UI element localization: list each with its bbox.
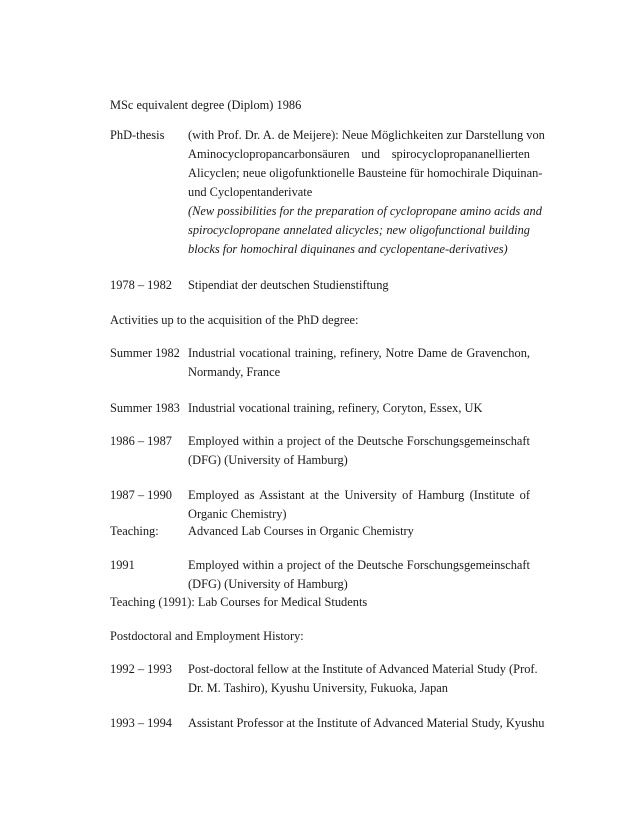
phd-thesis-line: Alicyclen; neue oligofunktionelle Bausteine für homochirale Diquinan- [188,166,543,180]
msc-degree: MSc equivalent degree (Diplom) 1986 [110,98,302,112]
phd-translation-line: spirocyclopropane annelated alicycles; new oligofunctional building [188,223,530,237]
dfg-1986-line: Employed within a project of the Deutsche Forschungsgemeinschaft [188,434,530,448]
dfg-1991-line: Employed within a project of the Deutsche Forschungsgemeinschaft [188,558,530,572]
assistprof-1993-label: 1993 – 1994 [110,716,172,730]
dfg-1986-entry [110,432,530,470]
postdoc-1992-line: Post-doctoral fellow at the Institute of Advanced Material Study (Prof. [188,662,538,676]
phd-thesis-body [188,126,545,259]
assistant-1987-label: 1987 – 1990 [110,488,172,502]
assistprof-1993-entry [110,714,545,733]
activities-heading: Activities up to the acquisition of the PhD degree: [110,313,359,327]
phd-thesis-label: PhD-thesis [110,128,165,142]
postdoc-1992-entry [110,660,538,698]
teaching-text: Advanced Lab Courses in Organic Chemistry [188,524,414,538]
phd-translation-line: (New possibilities for the preparation of cyclopropane amino acids and [188,204,542,218]
teaching-entry [110,522,530,541]
dfg-1991-line: (DFG) (University of Hamburg) [188,577,348,591]
summer-1982-line: Normandy, France [188,365,281,379]
dfg-1991-label: 1991 [110,558,135,572]
assistant-1987-entry [110,486,530,524]
postdoc-heading: Postdoctoral and Employment History: [110,629,304,643]
phd-thesis-line: (with Prof. Dr. A. de Meijere): Neue Möglichkeiten zur Darstellung von [188,128,545,142]
summer-1983-label: Summer 1983 [110,401,180,415]
summer-1983-text: Industrial vocational training, refinery, Coryton, Essex, UK [188,401,483,415]
summer-1983-entry [110,399,530,418]
dfg-1986-line: (DFG) (University of Hamburg) [188,453,348,467]
postdoc-1992-line: Dr. M. Tashiro), Kyushu University, Fukuoka, Japan [188,681,449,695]
scholarship-text: Stipendiat der deutschen Studienstiftung [188,278,389,292]
phd-thesis-entry [110,126,545,266]
assistprof-1993-text: Assistant Professor at the Institute of Advanced Material Study, Kyushu [188,716,545,730]
phd-translation-line: blocks for homochiral diquinanes and cyclopentane-derivatives) [188,242,508,256]
dfg-1991-entry [110,556,530,594]
teaching-label: Teaching: [110,524,159,538]
dfg-1986-label: 1986 – 1987 [110,434,172,448]
assistant-1987-line: Employed as Assistant at the University of Hamburg (Institute of [188,488,530,502]
summer-1982-line: Industrial vocational training, refinery, Notre Dame de Gravenchon, [188,346,530,360]
scholarship-entry [110,276,530,295]
scholarship-label: 1978 – 1982 [110,278,172,292]
phd-thesis-line: Aminocyclopropancarbonsäuren und spirocyclopropananellierten [188,147,530,161]
summer-1982-entry [110,344,530,382]
postdoc-1992-label: 1992 – 1993 [110,662,172,676]
assistant-1987-line: Organic Chemistry) [188,507,287,521]
summer-1982-label: Summer 1982 [110,346,180,360]
teaching-1991: Teaching (1991): Lab Courses for Medical Students [110,595,368,609]
phd-thesis-line: und Cyclopentanderivate [188,185,313,199]
